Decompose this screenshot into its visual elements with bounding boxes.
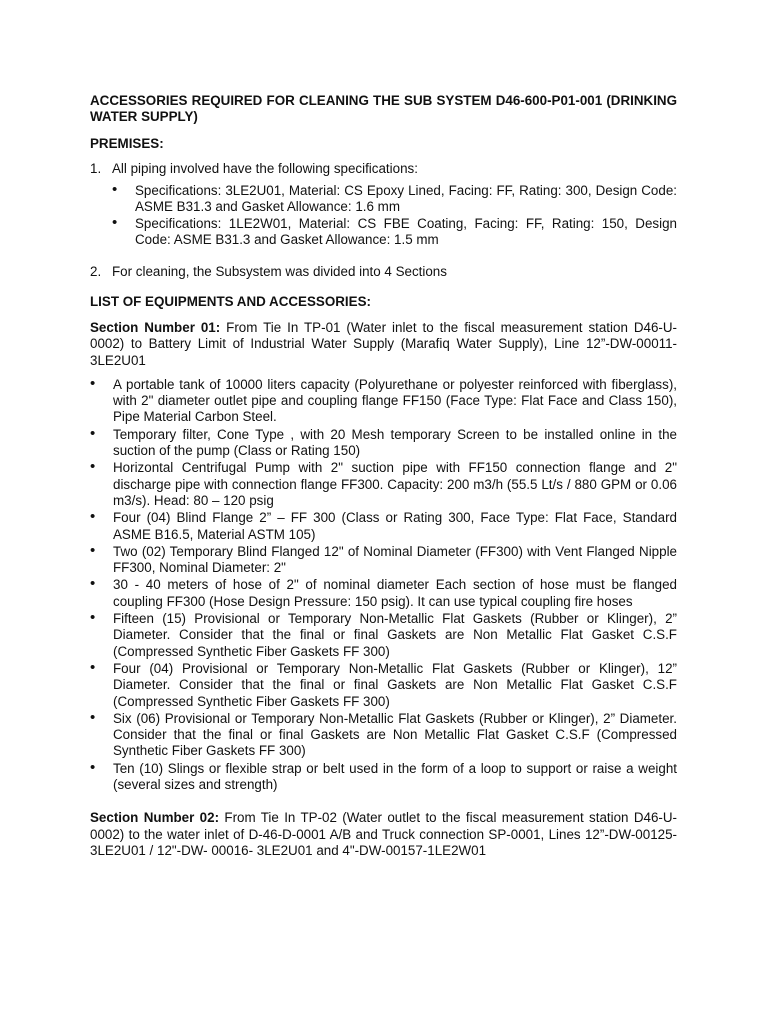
bullet-icon: •	[90, 575, 96, 593]
equipment-item: • Temporary filter, Cone Type , with 20 Mesh temporary Screen to be installed online in the suction of the pump (Class or Rating 150)	[90, 424, 677, 459]
numbered-item-2	[90, 264, 677, 280]
bullet-icon: •	[90, 708, 96, 726]
specification-item: • Specifications: 3LE2U01, Material: CS Epoxy Lined, Facing: FF, Rating: 300, Design Code: ASME B31.3 and Gasket Allowance: 1.6 mm	[112, 181, 677, 215]
section-label: Section Number 02:	[90, 810, 220, 826]
bullet-icon: •	[90, 424, 96, 442]
document-title: ACCESSORIES REQUIRED FOR CLEANING THE SUB SYSTEM D46-600-P01-001 (DRINKING WATER SUPPLY)	[90, 93, 677, 125]
equipment-item: • Four (04) Provisional or Temporary Non-Metallic Flat Gaskets (Rubber or Klinger), 12” Diameter. Consider that the final or final Gaskets are Non Metallic Flat Gasket C.S.F (Compressed Synthetic Fiber Gaskets FF 300)	[90, 658, 677, 709]
equipment-item: • Two (02) Temporary Blind Flanged 12" of Nominal Diameter (FF300) with Vent Flanged Nipple FF300, Nominal Diameter: 2"	[90, 541, 677, 576]
equipment-item: • Six (06) Provisional or Temporary Non-Metallic Flat Gaskets (Rubber or Klinger), 2” Diameter. Consider that the final or final Gaskets are Non Metallic Flat Gasket C.S.F (Compressed Synthetic Fiber Gaskets FF 300)	[90, 708, 677, 759]
bullet-icon: •	[90, 541, 96, 559]
equipment-item: • Horizontal Centrifugal Pump with 2" suction pipe with FF150 connection flange and 2" discharge pipe with connection flange FF300. Capacity: 200 m3/h (55.5 Lt/s / 880 GPM or 0.06 m3/s). Head: 80 – 120 psig	[90, 458, 677, 508]
bullet-icon: •	[112, 181, 118, 199]
bullet-icon: •	[90, 609, 96, 627]
equipment-item: • 30 - 40 meters of hose of 2" of nominal diameter Each section of hose must be flanged coupling FF300 (Hose Design Pressure: 150 psig). It can use typical coupling fire hoses	[90, 575, 677, 609]
item-text: For cleaning, the Subsystem was divided into 4 Sections	[112, 264, 447, 280]
equipment-item: • Fifteen (15) Provisional or Temporary Non-Metallic Flat Gaskets (Rubber or Klinger), 2” Diameter. Consider that the final or final Gaskets are Non Metallic Flat Gasket C.S.F (Compressed Synthetic Fiber Gaskets FF 300)	[90, 609, 677, 659]
item-number: 1.	[90, 160, 102, 176]
section-label: Section Number 01:	[90, 319, 221, 335]
numbered-item-1	[90, 161, 677, 177]
bullet-icon: •	[90, 658, 96, 676]
section-01-paragraph	[90, 320, 677, 369]
section-description: From Tie In TP-02 (Water outlet to the fiscal measurement station D46-U-0002) to the water inlet of D-46-D-0001 A/B and Truck connection SP-0001, Lines 12”-DW-00125-3LE2U01 / 12"-DW- 00016- 3LE2U01 and 4"-DW-00157-1LE2W01	[90, 810, 677, 858]
equipment-item: • Four (04) Blind Flange 2” – FF 300 (Class or Rating 300, Face Type: Flat Face, Standard ASME B16.5, Material ASTM 105)	[90, 508, 677, 542]
equipment-item: • A portable tank of 10000 liters capacity (Polyurethane or polyester reinforced with fiberglass), with 2" diameter outlet pipe and coupling flange FF150 (Face Type: Flat Face and Class 150), Pipe Material Carbon Steel.	[90, 374, 677, 425]
specification-item: • Specifications: 1LE2W01, Material: CS FBE Coating, Facing: FF, Rating: 150, Design Code: ASME B31.3 and Gasket Allowance: 1.5 mm	[112, 213, 677, 248]
premises-heading: PREMISES:	[90, 135, 164, 151]
equipment-item: • Ten (10) Slings or flexible strap or belt used in the form of a loop to support or raise a weight (several sizes and strength)	[90, 758, 677, 792]
bullet-icon: •	[90, 508, 96, 526]
bullet-icon: •	[112, 213, 118, 231]
bullet-icon: •	[90, 458, 96, 476]
section-02-paragraph	[90, 810, 677, 859]
bullet-icon: •	[90, 374, 96, 392]
item-number: 2.	[90, 264, 102, 280]
item-text: All piping involved have the following specifications:	[112, 160, 418, 176]
specifications-list	[112, 183, 677, 248]
equipment-list	[90, 374, 677, 793]
equipment-list-heading: LIST OF EQUIPMENTS AND ACCESSORIES:	[90, 293, 371, 309]
bullet-icon: •	[90, 758, 96, 776]
document-body	[90, 93, 677, 859]
section-description: From Tie In TP-01 (Water inlet to the fiscal measurement station D46-U-0002) to Battery Limit of Industrial Water Supply (Marafiq Water Supply), Line 12”-DW-00011-3LE2U01	[90, 319, 677, 368]
